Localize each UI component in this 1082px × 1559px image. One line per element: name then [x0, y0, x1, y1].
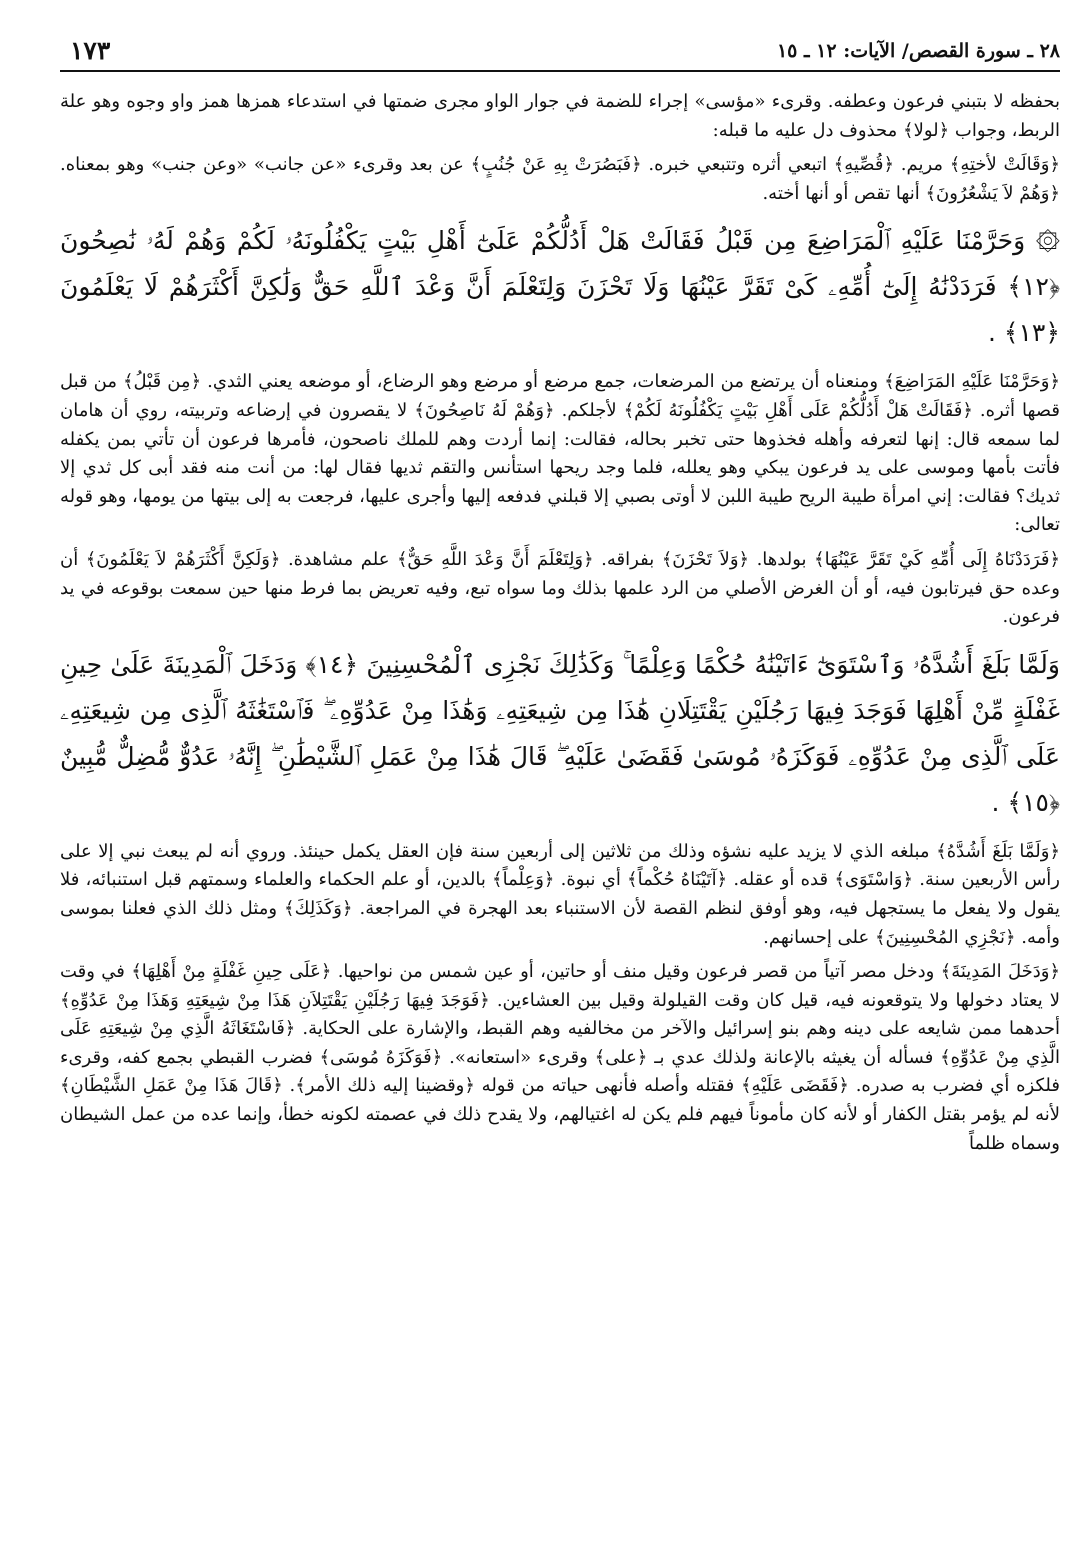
commentary-paragraph: ﴿وَحَرَّمْنَا عَلَيْهِ المَرَاضِعَ﴾ ومنعناه أن يرتضع من المرضعات، جمع مرضع أو مرضع وهو الرضاع، أو موضعه يعني الثدي. ﴿مِن قَبْلُ﴾ من قبل قصها أثره. ﴿فَقَالَتْ هَلْ أَدُلُّكُمْ عَلَى أَهْلِ بَيْتٍ يَكْفُلُونَهُ لَكُمْ﴾ لأجلكم. ﴿وَهُمْ لَهُ نَاصِحُونَ﴾ لا يقصرون في إرضاعه وتربيته، روي أن هامان لما سمعه قال: إنها لتعرفه وأهله فخذوها حتى تخبر بحاله، فقالت: إنما أردت وهم للملك ناصحون، فأمرها فرعون أن تأتي بمن يكفله فأتت بأمها وموسى على يد فرعون يبكي وهو يعلله، فلما وجد ريحها استأنس والتقم ثديها فقال لها: من أنت منه فقد أبى كل ثدي إلا ثديك؟ فقالت: إني امرأة طيبة الريح طيبة اللبن لا أوتى بصبي إلا قبلني فدفعه إليها وأجرى عليها، فرجعت به إلى بيتها من يومها، وهو قوله تعالى:	[60, 371, 1060, 536]
page-content	[60, 88, 1060, 1158]
commentary-paragraph: ﴿وَدَخَلَ المَدِينَةَ﴾ ودخل مصر آتياً من قصر فرعون وقيل منف أو حاتين، أو عين شمس من نواحيها. ﴿عَلَى حِينِ غَفْلَةٍ مِنْ أَهْلِهَا﴾ في وقت لا يعتاد دخولها ولا يتوقعونه فيه، قيل كان وقت القيلولة وقيل بين العشاءين. ﴿فَوَجَدَ فِيهَا رَجُلَيْنِ يَقْتَتِلاَنِ هَذَا مِنْ شِيعَتِهِ وَهَذَا مِنْ عَدُوِّهِ﴾ أحدهما ممن شايعه على دينه وهم بنو إسرائيل والآخر من مخالفيه وهم القبط، والإشارة على الحكاية. ﴿فَاسْتَغَاثَهُ الَّذِي مِنْ شِيعَتِهِ عَلَى الَّذِي مِنْ عَدُوِّهِ﴾ فسأله أن يغيثه بالإعانة ولذلك عدي بـ ﴿على﴾ وقرىء «استعانه». ﴿فَوَكَزَهُ مُوسَى﴾ فضرب القبطي بجمع كفه، وقرىء فلكزه أي فضرب به صدره. ﴿فَقَضَى عَلَيْهِ﴾ فقتله وأصله فأنهى حياته من قوله ﴿وقضينا إليه ذلك الأمر﴾. ﴿قَالَ هَذَا مِنْ عَمَلِ الشَّيْطَانِ﴾ لأنه لم يؤمر بقتل الكفار أو لأنه كان مأموناً فيهم فلم يكن له اغتيالهم، ولا يقدح ذلك في عصمته لكونه خطأ، وإنما عده من عمل الشيطان وسماه ظلماً	[60, 961, 1060, 1154]
page-header	[60, 36, 1060, 72]
quran-verse-block: ۞ وَحَرَّمْنَا عَلَيْهِ ٱلْمَرَاضِعَ مِن قَبْلُ فَقَالَتْ هَلْ أَدُلُّكُمْ عَلَىٰٓ أَهْلِ بَيْتٍ يَكْفُلُونَهُۥ لَكُمْ وَهُمْ لَهُۥ نَٰصِحُونَ ﴿١٢﴾ فَرَدَدْنَٰهُ إِلَىٰٓ أُمِّهِۦ كَىْ تَقَرَّ عَيْنُهَا وَلَا تَحْزَنَ وَلِتَعْلَمَ أَنَّ وَعْدَ ٱللَّهِ حَقٌّ وَلَٰكِنَّ أَكْثَرَهُمْ لَا يَعْلَمُونَ ﴿١٣﴾ .	[60, 226, 1060, 348]
commentary-paragraph: بحفظه لا بتبني فرعون وعطفه. وقرىء «مؤسى» إجراء للضمة في جوار الواو مجرى ضمتها في استدعاء همزها همز واو وجوه وهو علة الربط، وجواب ﴿لولا﴾ محذوف دل عليه ما قبله:	[60, 91, 1060, 141]
chapter-title: ٢٨ ـ سورة القصص/ الآيات: ١٢ ـ ١٥	[776, 40, 1060, 62]
commentary-paragraph: ﴿وَقَالَتْ لأختِهِ﴾ مريم. ﴿قُصِّيهِ﴾ اتبعي أثره وتتبعي خبره. ﴿فَبَصُرَتْ بِهِ عَنْ جُنُبٍ﴾ عن بعد وقرىء «عن جانب» «وعن جنب» وهو بمعناه. ﴿وَهُمْ لاَ يَشْعُرُونَ﴾ أنها تقص أو أنها أخته.	[60, 154, 1060, 204]
commentary-paragraph: ﴿فَرَدَدْنَاهُ إِلَى أُمِّهِ كَيْ تَقَرَّ عَيْنُهَا﴾ بولدها. ﴿وَلاَ تَحْزَنَ﴾ بفراقه. ﴿وَلِتَعْلَمَ أَنَّ وَعْدَ اللَّهِ حَقٌّ﴾ علم مشاهدة. ﴿وَلَكِنَّ أَكْثَرَهُمْ لاَ يَعْلَمُونَ﴾ أن وعده حق فيرتابون فيه، أو أن الغرض الأصلي من الرد علمها بذلك وما سواه تبع، وفيه تعريض بما فرط منها حين سمعت بوقوعه في يد فرعون.	[60, 548, 1060, 628]
page-number: ١٧٣	[70, 36, 111, 65]
commentary-paragraph: ﴿وَلَمَّا بَلَغَ أَشُدَّهُ﴾ مبلغه الذي لا يزيد عليه نشؤه وذلك من ثلاثين إلى أربعين سنة فإن العقل يكمل حينئذ. وروي أنه لم يبعث نبي إلا على رأس الأربعين سنة. ﴿وَاسْتَوَى﴾ قده أو عقله. ﴿آتَيْنَاهُ حُكْماً﴾ أي نبوة. ﴿وَعِلْماً﴾ بالدين، أو علم الحكماء والعلماء وسمتهم قبل استنبائه، فلا يقول ولا يفعل ما يستجهل فيه، وهو أوفق لنظم القصة لأن الاستنباء بعد الهجرة في المراجعة. ﴿وَكَذَلِكَ﴾ ومثل ذلك الذي فعلنا بموسى وأمه. ﴿نَجْزِي المُحْسِنِينَ﴾ على إحسانهم.	[60, 840, 1061, 948]
quran-verse-block: وَلَمَّا بَلَغَ أَشُدَّهُۥ وَٱسْتَوَىٰٓ ءَاتَيْنَٰهُ حُكْمًا وَعِلْمًا ۚ وَكَذَٰلِكَ نَجْزِى ٱلْمُحْسِنِينَ ﴿١٤﴾ وَدَخَلَ ٱلْمَدِينَةَ عَلَىٰ حِينِ غَفْلَةٍ مِّنْ أَهْلِهَا فَوَجَدَ فِيهَا رَجُلَيْنِ يَقْتَتِلَانِ هَٰذَا مِن شِيعَتِهِۦ وَهَٰذَا مِنْ عَدُوِّهِۦ ۖ فَٱسْتَغَٰثَهُ ٱلَّذِى مِن شِيعَتِهِۦ عَلَى ٱلَّذِى مِنْ عَدُوِّهِۦ فَوَكَزَهُۥ مُوسَىٰ فَقَضَىٰ عَلَيْهِ ۖ قَالَ هَٰذَا مِنْ عَمَلِ ٱلشَّيْطَٰنِ ۖ إِنَّهُۥ عَدُوٌّ مُّضِلٌّ مُّبِينٌ ﴿١٥﴾ .	[60, 649, 1061, 817]
book-page	[60, 36, 1060, 1158]
